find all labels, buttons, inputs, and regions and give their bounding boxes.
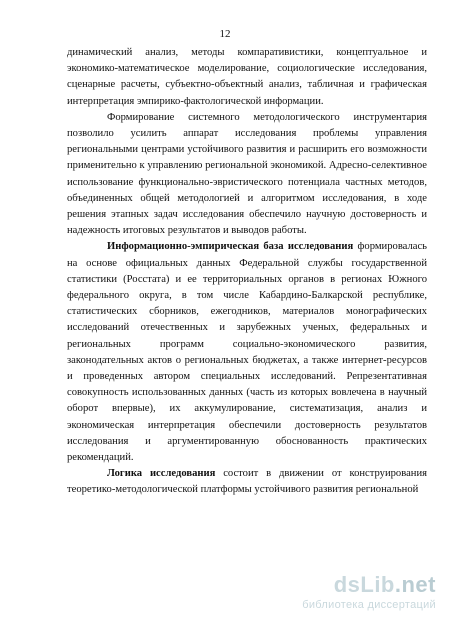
- paragraph-research-logic: [67, 466, 427, 498]
- paragraph-text: Формирование системного методологического инструментария позволило усилить аппарат исследования проблемы управления региональными центрами устойчивого развития и расширить его возможности применительно к управлению региональной экономикой. Адресно-селективное использование функционально-эвристического потенциала частных методов, объединенных общей методологией и алгоритмом исследования, в ходе решения этапных задач исследования обеспечило научную достоверность и надежность итоговых результатов и выводов работы.: [67, 111, 427, 237]
- watermark-logo-suffix: .net: [394, 572, 436, 597]
- paragraph-bold-lead: Логика исследования: [107, 468, 216, 480]
- document-body: [67, 45, 427, 499]
- paragraph-empirical-base: [67, 239, 427, 466]
- watermark-subtitle: библиотека диссертаций: [302, 599, 436, 611]
- paragraph-methodology: [67, 110, 427, 240]
- paragraph-text: состоит в движении от конструирования теоретико-методологической платформы устойчивого развития региональной: [67, 468, 428, 496]
- paragraph-methods-list: [67, 45, 427, 110]
- watermark-logo-main: dsLib: [333, 572, 395, 597]
- paragraph-bold-lead: Информационно-эмпирическая база исследования: [107, 241, 354, 253]
- paragraph-text: формировалась на основе официальных данных Федеральной службы государственной статистики (Росстата) и ее территориальных органов в регионах Южного федерального округа, в том числе Кабардино-Балкарской республике, статистических сборников, ежегодников, материалов монографических исследований отечественных и зарубежных ученых, федеральных и региональных программ социально-экономического развития, законодательных актов о региональных бюджетах, а также интернет-ресурсов и проведенных автором специальных исследований. Репрезентативная совокупность использованных данных (часть из которых вовлечена в научный оборот впервые), их аккумулирование, систематизация, анализ и экономическая интерпретация обеспечили достоверность результатов исследования и аргументированную обоснованность практических рекомендаций.: [67, 241, 428, 464]
- watermark-logo: [334, 572, 436, 598]
- page-number: 12: [219, 28, 231, 40]
- paragraph-text: динамический анализ, методы компаративистики, концептуальное и экономико-математическое моделирование, социологические исследования, сценарные расчеты, субъектно-объектный анализ, табличная и графическая интерпретация эмпирико-фактологической информации.: [67, 47, 427, 107]
- watermark: [266, 572, 436, 612]
